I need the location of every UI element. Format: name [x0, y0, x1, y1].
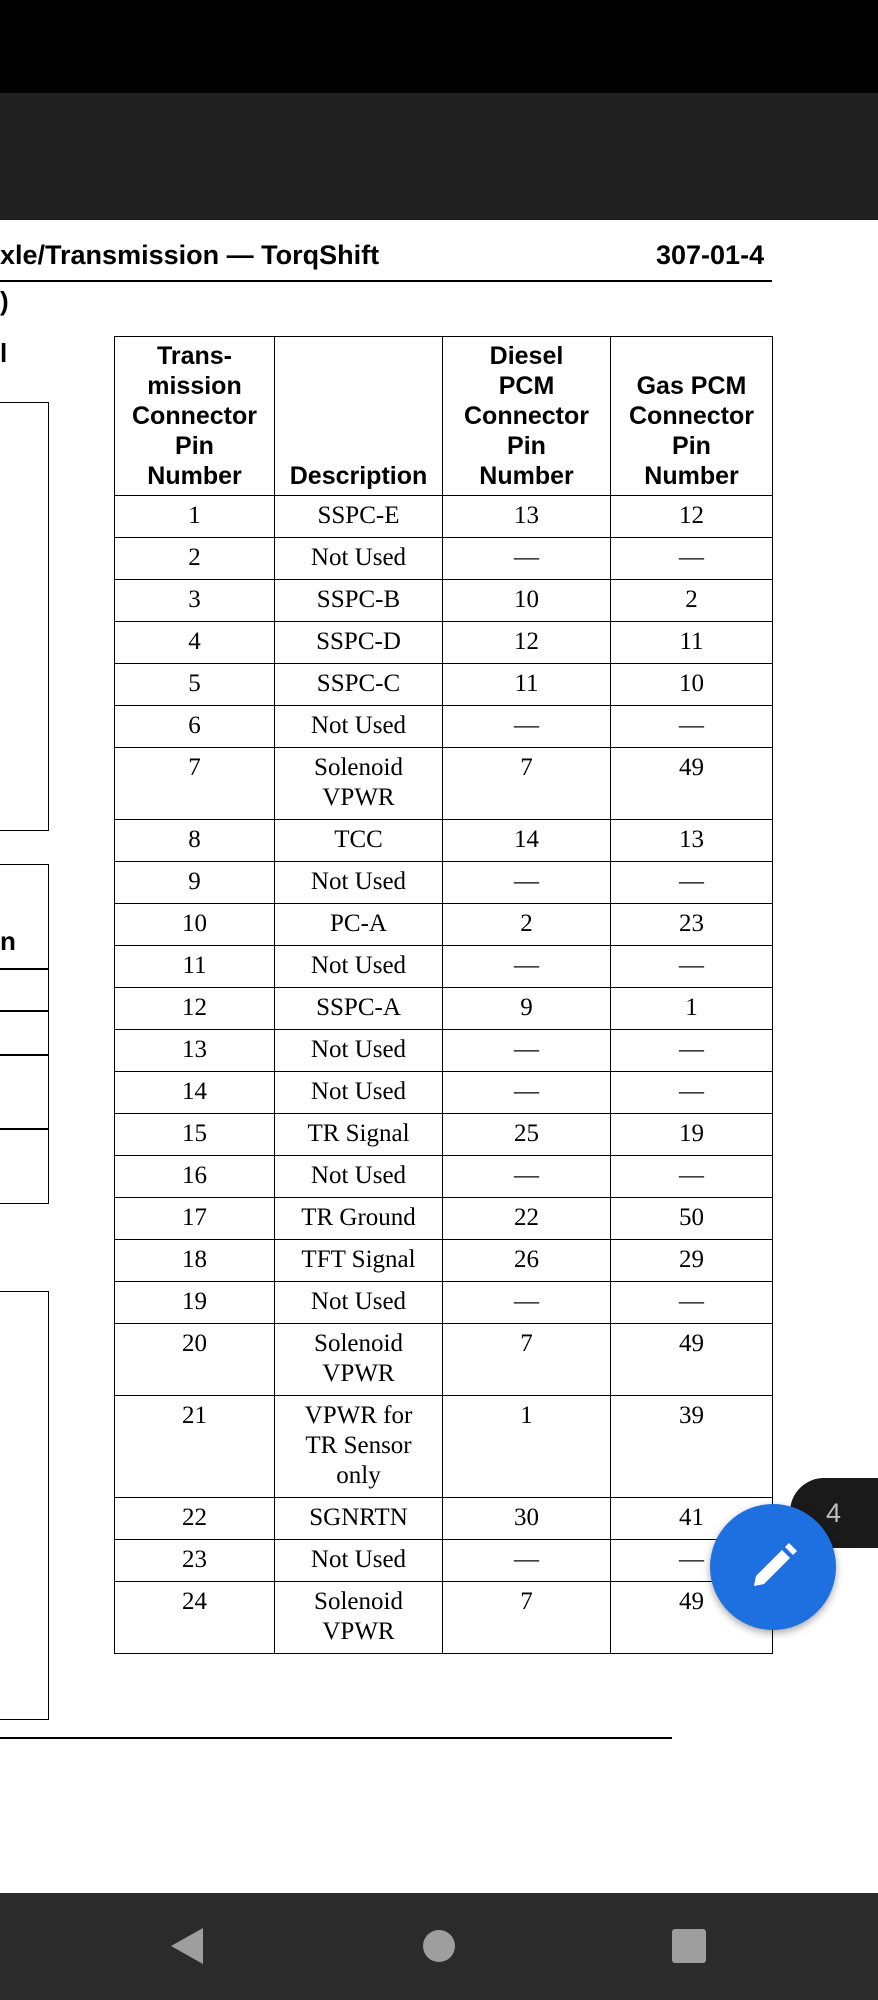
table-row [115, 862, 773, 904]
cell-transmission-pin: 8 [115, 820, 275, 862]
cell-transmission-pin: 10 [115, 904, 275, 946]
cell-gas-pin: — [611, 1072, 773, 1114]
cell-gas-pin: 50 [611, 1198, 773, 1240]
cropped-table-rule [0, 1128, 48, 1130]
table-row [115, 706, 773, 748]
table-row [115, 946, 773, 988]
cell-transmission-pin: 9 [115, 862, 275, 904]
circle-home-icon [421, 1928, 457, 1964]
cell-diesel-pin: 7 [443, 748, 611, 820]
cell-transmission-pin: 6 [115, 706, 275, 748]
table-row [115, 664, 773, 706]
table-row [115, 1072, 773, 1114]
section-page-code: 307-01-4 [656, 240, 765, 270]
cell-description: TR Signal [275, 1114, 443, 1156]
cell-description: Not Used [275, 1156, 443, 1198]
cell-description: SSPC-C [275, 664, 443, 706]
cell-description: Not Used [275, 1540, 443, 1582]
cell-diesel-pin: 30 [443, 1498, 611, 1540]
cell-diesel-pin: — [443, 538, 611, 580]
section-title: xle/Transmission — TorqShift [0, 240, 380, 270]
cell-description: Not Used [275, 538, 443, 580]
table-row [115, 1198, 773, 1240]
cell-gas-pin: 29 [611, 1240, 773, 1282]
cropped-table-left [0, 402, 49, 831]
system-nav-bar [0, 1893, 878, 2000]
table-row [115, 1240, 773, 1282]
cell-transmission-pin: 2 [115, 538, 275, 580]
table-row [115, 538, 773, 580]
triangle-back-icon [167, 1924, 207, 1968]
cell-description: VPWR for TR Sensor only [275, 1396, 443, 1498]
cell-gas-pin: — [611, 862, 773, 904]
table-row [115, 1030, 773, 1072]
cropped-table-rule [0, 968, 48, 970]
cell-description: TCC [275, 820, 443, 862]
table-row [115, 1582, 773, 1654]
cell-transmission-pin: 1 [115, 496, 275, 538]
table-row [115, 904, 773, 946]
cell-transmission-pin: 17 [115, 1198, 275, 1240]
table-row [115, 1396, 773, 1498]
cell-diesel-pin: — [443, 1540, 611, 1582]
cell-transmission-pin: 13 [115, 1030, 275, 1072]
cell-diesel-pin: — [443, 862, 611, 904]
cell-transmission-pin: 11 [115, 946, 275, 988]
cell-transmission-pin: 22 [115, 1498, 275, 1540]
cell-description: PC-A [275, 904, 443, 946]
cell-gas-pin: 1 [611, 988, 773, 1030]
nav-recents-button[interactable] [664, 1921, 714, 1971]
cell-diesel-pin: — [443, 1156, 611, 1198]
cell-gas-pin: — [611, 1030, 773, 1072]
cell-transmission-pin: 23 [115, 1540, 275, 1582]
cell-diesel-pin: 2 [443, 904, 611, 946]
table-row [115, 1540, 773, 1582]
cell-diesel-pin: 26 [443, 1240, 611, 1282]
app-bar [0, 93, 878, 220]
cell-diesel-pin: 1 [443, 1396, 611, 1498]
cropped-text-fragment: n [0, 926, 16, 956]
table-row [115, 496, 773, 538]
table-row [115, 1498, 773, 1540]
cell-transmission-pin: 12 [115, 988, 275, 1030]
cell-description: SSPC-B [275, 580, 443, 622]
cell-gas-pin: 41 [611, 1498, 773, 1540]
nav-back-button[interactable] [162, 1921, 212, 1971]
cell-description: Not Used [275, 706, 443, 748]
cropped-table-rule [0, 1054, 48, 1056]
pencil-icon [746, 1540, 800, 1594]
edit-fab-button[interactable] [710, 1504, 836, 1630]
header-description: Description [275, 337, 443, 496]
cell-gas-pin: — [611, 1156, 773, 1198]
cell-gas-pin: 10 [611, 664, 773, 706]
cell-diesel-pin: 22 [443, 1198, 611, 1240]
cell-gas-pin: — [611, 946, 773, 988]
cell-description: TFT Signal [275, 1240, 443, 1282]
cell-gas-pin: 23 [611, 904, 773, 946]
cell-gas-pin: — [611, 538, 773, 580]
cell-diesel-pin: 12 [443, 622, 611, 664]
cell-transmission-pin: 24 [115, 1582, 275, 1654]
cell-gas-pin: 49 [611, 748, 773, 820]
header-gas-pin: Gas PCM Connector Pin Number [611, 337, 773, 496]
cell-diesel-pin: 7 [443, 1582, 611, 1654]
table-row [115, 1282, 773, 1324]
header-rule [0, 280, 772, 282]
cell-description: Not Used [275, 1072, 443, 1114]
square-recents-icon [670, 1927, 708, 1965]
cell-diesel-pin: 25 [443, 1114, 611, 1156]
cell-gas-pin: 39 [611, 1396, 773, 1498]
cell-diesel-pin: — [443, 946, 611, 988]
table-row [115, 1324, 773, 1396]
status-bar [0, 0, 878, 93]
cell-transmission-pin: 15 [115, 1114, 275, 1156]
cell-gas-pin: 49 [611, 1582, 773, 1654]
cell-diesel-pin: 11 [443, 664, 611, 706]
document-page[interactable] [0, 220, 878, 1893]
cell-diesel-pin: — [443, 1282, 611, 1324]
table-row [115, 988, 773, 1030]
cell-description: SSPC-A [275, 988, 443, 1030]
cell-gas-pin: — [611, 1540, 773, 1582]
cell-description: Not Used [275, 1030, 443, 1072]
cell-diesel-pin: 7 [443, 1324, 611, 1396]
cell-diesel-pin: 10 [443, 580, 611, 622]
cell-transmission-pin: 14 [115, 1072, 275, 1114]
cell-transmission-pin: 18 [115, 1240, 275, 1282]
page-number-badge: 4 [790, 1478, 878, 1548]
cell-transmission-pin: 7 [115, 748, 275, 820]
table-header-row [115, 337, 773, 496]
cell-description: Not Used [275, 1282, 443, 1324]
cell-gas-pin: 12 [611, 496, 773, 538]
table-row [115, 622, 773, 664]
table-row [115, 820, 773, 862]
cell-description: SSPC-E [275, 496, 443, 538]
cell-diesel-pin: — [443, 706, 611, 748]
nav-home-button[interactable] [414, 1921, 464, 1971]
footer-rule [0, 1737, 672, 1739]
cell-description: Solenoid VPWR [275, 1582, 443, 1654]
pin-table [114, 336, 773, 1654]
cell-gas-pin: 13 [611, 820, 773, 862]
cell-description: Not Used [275, 946, 443, 988]
cropped-text-fragment: ) [0, 286, 9, 316]
cropped-text-fragment: l [0, 338, 8, 368]
cell-diesel-pin: 13 [443, 496, 611, 538]
cell-transmission-pin: 16 [115, 1156, 275, 1198]
cell-transmission-pin: 20 [115, 1324, 275, 1396]
cell-gas-pin: 19 [611, 1114, 773, 1156]
table-row [115, 1114, 773, 1156]
cell-gas-pin: 11 [611, 622, 773, 664]
cell-gas-pin: 49 [611, 1324, 773, 1396]
cropped-table-left [0, 864, 49, 1204]
cropped-table-left [0, 1291, 49, 1720]
cell-diesel-pin: 14 [443, 820, 611, 862]
cropped-table-rule [0, 1010, 48, 1012]
cell-description: Solenoid VPWR [275, 748, 443, 820]
cell-gas-pin: 2 [611, 580, 773, 622]
cell-description: SGNRTN [275, 1498, 443, 1540]
header-transmission-pin: Trans- mission Connector Pin Number [115, 337, 275, 496]
cell-transmission-pin: 5 [115, 664, 275, 706]
cell-description: SSPC-D [275, 622, 443, 664]
cell-gas-pin: — [611, 706, 773, 748]
cell-transmission-pin: 21 [115, 1396, 275, 1498]
cell-diesel-pin: — [443, 1072, 611, 1114]
cell-description: Not Used [275, 862, 443, 904]
cell-description: TR Ground [275, 1198, 443, 1240]
cell-diesel-pin: — [443, 1030, 611, 1072]
cell-description: Solenoid VPWR [275, 1324, 443, 1396]
cell-diesel-pin: 9 [443, 988, 611, 1030]
cell-gas-pin: — [611, 1282, 773, 1324]
table-row [115, 748, 773, 820]
cell-transmission-pin: 19 [115, 1282, 275, 1324]
header-diesel-pin: Diesel PCM Connector Pin Number [443, 337, 611, 496]
cell-transmission-pin: 4 [115, 622, 275, 664]
table-row [115, 580, 773, 622]
table-row [115, 1156, 773, 1198]
cell-transmission-pin: 3 [115, 580, 275, 622]
